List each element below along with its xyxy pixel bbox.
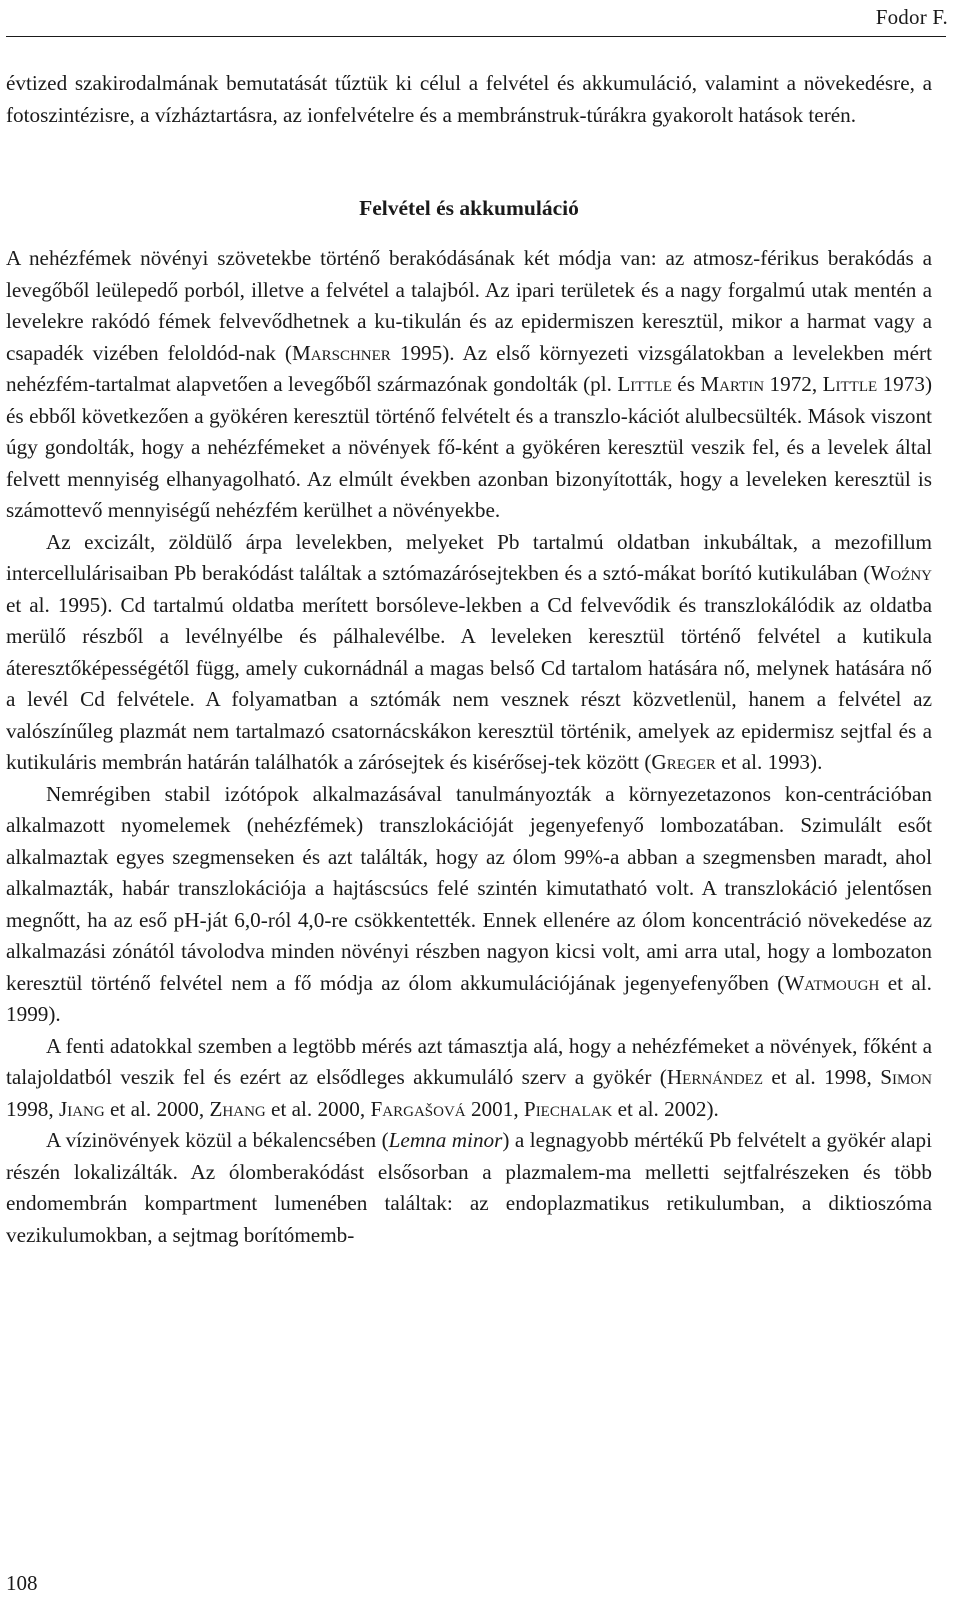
- text-run: 1972,: [764, 372, 823, 396]
- section-heading: Felvétel és akkumuláció: [359, 196, 579, 220]
- header-divider: [6, 36, 946, 37]
- citation-author: Little: [617, 372, 672, 396]
- text-run: és: [671, 372, 701, 396]
- citation-author: Woźny: [870, 561, 932, 585]
- text-run: 1998,: [6, 1096, 59, 1121]
- intro-paragraph: évtized szakirodalmának bemutatását tűztük ki célul a felvétel és akkumuláció, valamint a növekedésre, a fotoszintézisre, a vízháztartásra, az ionfelvételre és a membránstruk-túrákra gyakorolt hatások terén.: [6, 71, 932, 127]
- text-run: et al. 2000,: [265, 1096, 371, 1121]
- text-run: Nemrégiben stabil izótópok alkalmazásával tanulmányozták a környezetazonos kon-centrációban alkalmazott nyomelemek (nehézfémek) transzlokációját jegenyefenyő lombozatában. Szimulált esőt alkalmaztak egyes szegmenseken és azt találták, hogy az ólom 99%-a abban a szegmensben maradt, ahol alkalmazták, habár transzlokációja a hajtáscsúcs felé szintén kimutatható volt. A transzlokáció jelentősen megnőtt, ha az eső pH-ját 6,0-ról 4,0-re csökkentették. Ennek ellenére az ólom koncentráció növekedése az alkalmazási zónától távolodva minden növényi részben nagyon kicsi volt, ami arra utal, hogy a lombozaton keresztül történő felvétel nem a fő módja az ólom akkumulációjának jegenyefenyőben (: [6, 781, 932, 995]
- citation-author: Martin: [700, 372, 765, 396]
- citation-author: Marschner: [291, 340, 391, 365]
- page-body: [6, 68, 932, 1251]
- species-name: Lemna minor: [388, 1128, 503, 1152]
- text-run: et al. 1995). Cd tartalmú oldatba merített borsóleve-lekben a Cd felvevődik és transzlokálódik az oldatba merülő részből a levélnyélbe és pálhalevélbe. A leveleken keresztül történő felvétel a kutikula áteresztőképességétől függ, amely cukornádnál a magas belső Cd tartalom hatására nő, melynek hatására nő a levél Cd felvétele. A folyamatban a sztómák nem vesznek részt közvetlenül, hanem a felvétel az valószínűleg plazmát nem tartalmazó csatornácskákon keresztül történik, amelyek az epidermisz sejtfal és a kutikuláris membrán határán találhatók a zárósejtek és kisérősej-tek között (: [6, 592, 932, 774]
- text-run: A nehézfémek növényi szövetekbe történő berakódásának két módja van: az atmosz-férikus berakódás a levegőből leülepedő porból, illetve a felvétel a talajból. Az ipari területek és a nagy forgalmú utak mentén a levelekre rakódó fémek felvevődhetnek a ku-tikulán és az epidermiszen keresztül, mikor a harmat vagy a csapadék vizében feloldód-nak (: [6, 246, 932, 365]
- citation-author: Hernández: [666, 1065, 763, 1089]
- paragraph-1: [6, 243, 932, 527]
- citation-author: Piechalak: [523, 1096, 613, 1121]
- citation-author: Fargašová: [370, 1096, 466, 1121]
- text-run: 1995). Az első környezeti vizsgálatokban a levelekben mért nehézfém-tartalmat alapvetően a levegőből származónak gondolták (pl.: [6, 340, 932, 396]
- text-run: et al. 2002).: [612, 1096, 719, 1121]
- citation-author: Simon: [880, 1065, 932, 1089]
- paragraph-5: [6, 1125, 932, 1251]
- citation-author: Little: [822, 372, 878, 396]
- running-header-author: Fodor F.: [875, 5, 948, 29]
- text-run: A vízinövények közül a békalencsében (: [46, 1128, 389, 1152]
- text-run: et al. 1993).: [715, 750, 823, 774]
- text-run: 1973) és ebből következően a gyökéren keresztül történő felvételt és a transzlo-kációt alulbecsülték. Mások viszont úgy gondolták, hogy a nehézfémeket a növények fő-ként a gyökéren keresztül veszik fel, és a levelek által felvett mennyiség elhanyagolható. Az elmúlt években azonban bizonyították, hogy a leveleken keresztül is számottevő mennyiségű nehézfém kerülhet a növényekbe.: [6, 372, 932, 522]
- text-run: et al. 1999).: [6, 970, 932, 1026]
- citation-author: Jiang: [58, 1096, 105, 1121]
- text-run: 2001,: [465, 1096, 524, 1121]
- text-run: et al. 2000,: [104, 1096, 210, 1121]
- paragraph-2: [6, 527, 932, 779]
- page-number: 108: [6, 1571, 38, 1595]
- text-run: ) a legnagyobb mértékű Pb felvételt a gyökér alapi részén lokalizálták. Az ólomberakódást elsősorban a plazmalem-ma melletti sejtfalrészeken és több endomembrán kompartment lumenében találtak: az endoplazmatikus retikulumban, a diktioszóma vezikulumokban, a sejtmag borítómemb-: [6, 1128, 932, 1247]
- paragraph-3: [6, 779, 932, 1031]
- citation-author: Watmough: [784, 970, 880, 995]
- text-run: et al. 1998,: [762, 1065, 881, 1089]
- citation-author: Zhang: [209, 1096, 266, 1121]
- text-run: A fenti adatokkal szemben a legtöbb mérés azt támasztja alá, hogy a nehézfémeket a növények, főként a talajoldatból veszik fel és ezért az elsődleges akkumuláló szerv a gyökér (: [6, 1033, 932, 1089]
- paragraph-4: [6, 1031, 932, 1126]
- citation-author: Greger: [651, 750, 716, 774]
- text-run: Az excizált, zöldülő árpa levelekben, melyeket Pb tartalmú oldatban inkubáltak, a mezofillum intercellulárisaiban Pb berakódást találtak a sztómazárósejtekben és a sztó-mákat borító kutikulában (: [6, 529, 932, 585]
